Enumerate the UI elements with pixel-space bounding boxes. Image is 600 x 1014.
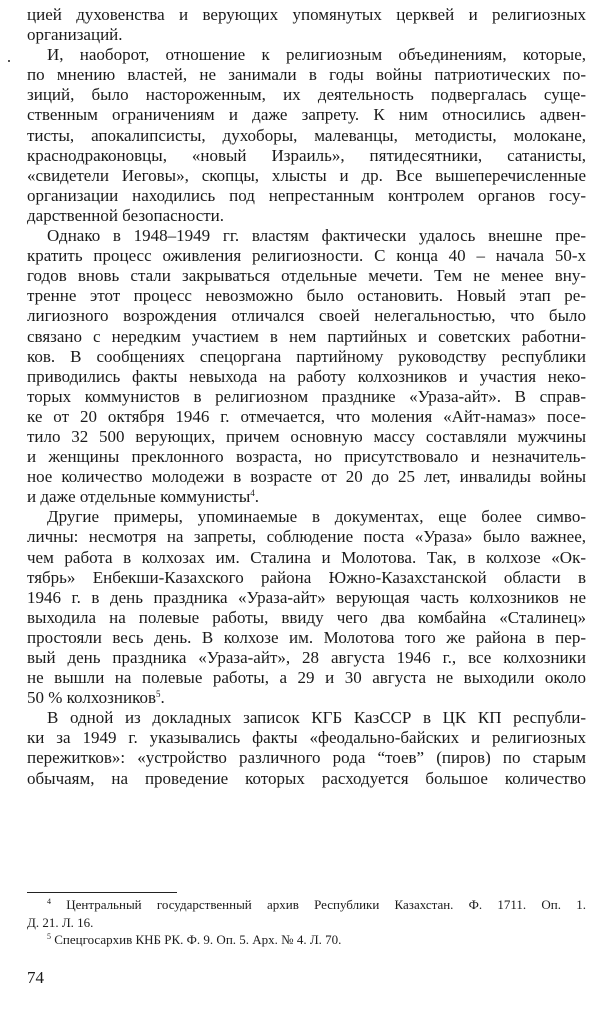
text-line [27, 769, 586, 789]
line-text: приводились факты невыхода на работу колхозников и участия неко- [27, 366, 586, 386]
line-text: ке от 20 октября 1946 г. отмечается, что моления «Айт-намаз» посе- [27, 406, 586, 426]
line-text: торых коммунистов в религиозном празднике «Ураза-айт». В справ- [27, 386, 586, 406]
line-text: тисты, апокалипсисты, духоборы, малеванцы, методисты, молокане, [27, 125, 586, 145]
body-text [27, 5, 586, 789]
line-text: 1946 г. в день праздника «Ураза-айт» верующая часть колхозников не [27, 587, 586, 607]
text-line [27, 105, 586, 125]
text-line [27, 226, 586, 246]
text-line [27, 146, 586, 166]
text-line [27, 286, 586, 306]
text-line [27, 347, 586, 367]
text-line [27, 206, 586, 226]
text-line [27, 447, 586, 467]
line-text: вый день праздника «Ураза-айт», 28 августа 1946 г., все колхозники [27, 648, 586, 667]
line-text: лигиозного возрождения отличался своей нелегальностью, что было [27, 306, 586, 326]
text-line [27, 548, 586, 568]
line-text: выходила на полевые работы, ввиду чего два комбайна «Сталинец» [27, 607, 586, 627]
line-text: зиций, было настороженным, их деятельность подвергалась суще- [27, 85, 586, 105]
line-text: кратить процесс оживления религиозности. С конца 40 – начала 50-х [27, 246, 586, 266]
line-text: тябрь» Енбекши-Казахского района Южно-Казахстанской области в [27, 567, 586, 587]
text-line [27, 25, 586, 45]
footnote-number: 4 [47, 897, 51, 906]
line-text: и даже отдельные коммунисты [27, 487, 251, 507]
text-line [27, 668, 586, 688]
footnote-number: 5 [47, 932, 51, 941]
page-number: 74 [27, 968, 44, 987]
line-text: дарственной безопасности. [27, 205, 225, 225]
line-text: тило 32 500 верующих, причем основную массу составляли мужчины [27, 426, 586, 446]
text-line [27, 5, 586, 25]
line-text: 50 % колхозников [27, 688, 157, 708]
line-text: Другие примеры, упоминаемые в документах, еще более симво- [47, 507, 586, 527]
line-text: краснодраконовцы, «новый Израиль», пятидесятники, сатанисты, [27, 145, 586, 165]
footnote-text: Центральный государственный архив Республики Казахстан. Ф. 1711. Оп. 1. [66, 897, 586, 912]
text-line [27, 407, 586, 427]
text-line [27, 708, 586, 728]
text-line [27, 327, 586, 347]
text-line [27, 427, 586, 447]
text-line [27, 246, 586, 266]
text-line [27, 45, 586, 65]
text-line [27, 608, 586, 628]
line-text: ное количество молодежи в возрасте от 20 до 25 лет, инвалиды войны [27, 467, 586, 487]
text-line [27, 527, 586, 547]
line-text: И, наоборот, отношение к религиозным объединениям, которые, [47, 45, 586, 65]
line-text: цией духовенства и верующих упомянутых церквей и религиозных [27, 5, 586, 24]
footnote-line [27, 931, 586, 949]
text-line [27, 85, 586, 105]
line-text: простояли весь день. В колхозе им. Молотова того же района в пер- [27, 627, 586, 647]
footnotes [27, 896, 586, 949]
footnote-line [27, 896, 586, 914]
line-text: чем работа в колхозах им. Сталина и Молотова. Так, в колхозе «Ок- [27, 547, 586, 567]
footnote-text: Д. 21. Л. 16. [27, 914, 94, 930]
line-text: ков. В сообщениях спецоргана партийному руководству республики [27, 346, 586, 366]
line-text: ственным ограничениям и даже запрету. К ним относились адвен- [27, 105, 586, 125]
text-line: и даже отдельные коммунисты$^4$. [27, 487, 260, 507]
line-text: связано с нередким участием в нем партийных и советских работни- [27, 326, 586, 346]
line-text: пережитков»: «устройство различного рода “тоев” (пиров) по старым [27, 748, 586, 768]
scan-speck [8, 60, 10, 62]
line-text: не вышли на полевые работы, а 29 и 30 августа не выходили около [27, 668, 586, 688]
footnote-text: Спецгосархив КНБ РК. Ф. 9. Оп. 5. Арх. № 4. Л. 70. [54, 932, 342, 947]
text-line [27, 507, 586, 527]
text-line [27, 126, 586, 146]
line-text: личны: несмотря на запреты, соблюдение поста «Ураза» было важнее, [27, 527, 586, 547]
footnote-divider [27, 892, 177, 893]
text-line [27, 748, 586, 768]
text-line [27, 728, 586, 748]
footnote-line [27, 914, 586, 932]
footnote-ref: 5 [156, 689, 161, 700]
text-line [27, 186, 586, 206]
line-text: В одной из докладных записок КГБ КазССР в ЦК КП республи- [47, 708, 586, 728]
footnote-ref: 4 [250, 488, 255, 499]
text-line [27, 648, 586, 668]
line-text: организаций. [27, 25, 123, 45]
line-text: организации находились под непрестанным контролем органов госу- [27, 185, 586, 205]
line-text: тренне этот процесс невозможно было остановить. Новый этап ре- [27, 286, 586, 306]
line-text: «свидетели Иеговы», скопцы, хлысты и др. Все вышеперечисленные [27, 165, 586, 185]
text-line [27, 65, 586, 85]
text-line [27, 568, 586, 588]
line-text: по мнению властей, не занимали в годы войны патриотических по- [27, 65, 586, 85]
line-text: ки за 1949 г. указывались факты «феодально-байских и религиозных [27, 728, 586, 748]
line-text: и женщины преклонного возраста, но присутствовало и незначитель- [27, 447, 586, 467]
text-line [27, 467, 586, 487]
text-line [27, 266, 586, 286]
text-line [27, 588, 586, 608]
text-line [27, 166, 586, 186]
text-line [27, 306, 586, 326]
line-text: годов вновь стали закрываться отдельные мечети. Тем не менее вну- [27, 266, 586, 286]
line-text: Однако в 1948–1949 гг. властям фактически удалось внешне пре- [47, 226, 586, 246]
line-text: обычаям, на проведение которых расходуется большое количество [27, 768, 586, 788]
text-line [27, 387, 586, 407]
text-line: 50 % колхозников$^5$. [27, 688, 165, 708]
text-line [27, 628, 586, 648]
text-line [27, 367, 586, 387]
